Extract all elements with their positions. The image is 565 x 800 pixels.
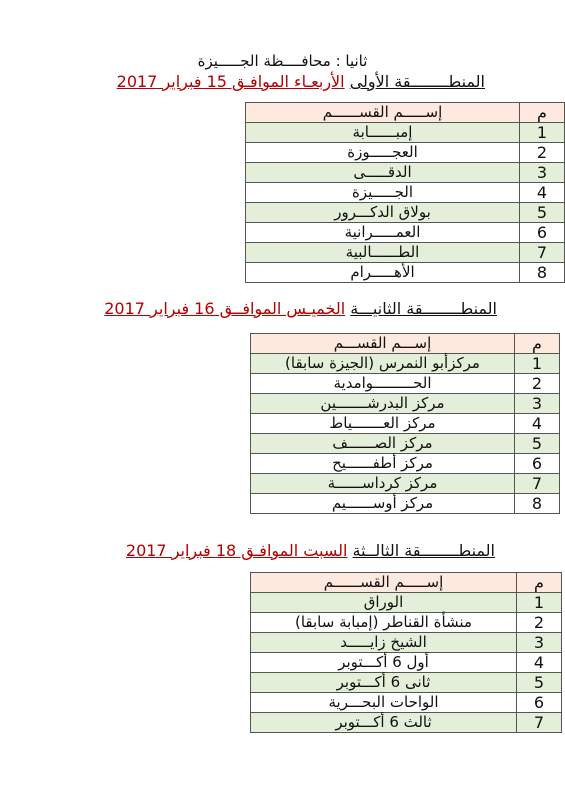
row-district: الوراق <box>251 593 517 613</box>
row-number: 3 <box>520 163 565 183</box>
row-number: 7 <box>517 713 562 733</box>
row-district: الواحات البحـــرية <box>251 693 517 713</box>
section-heading-1 <box>117 72 485 92</box>
row-district: بولاق الدكـــرور <box>246 203 520 223</box>
schedule-date: الأربعـاء الموافـق 15 فبراير 2017 <box>116 72 345 91</box>
row-number: 5 <box>517 673 562 693</box>
row-district: الطــــــالبية <box>246 243 520 263</box>
table-row <box>251 693 562 713</box>
district-table-3 <box>250 572 562 733</box>
header-number: م <box>517 573 562 593</box>
table-header <box>246 103 565 123</box>
row-number: 1 <box>515 354 560 374</box>
table-row <box>251 354 560 374</box>
table-row <box>246 123 565 143</box>
row-number: 6 <box>520 223 565 243</box>
table-row <box>246 183 565 203</box>
header-district: إســـــم القســــــم <box>246 103 520 123</box>
row-number: 4 <box>520 183 565 203</box>
section-heading-3 <box>126 541 495 561</box>
table-row <box>251 653 562 673</box>
row-number: 3 <box>517 633 562 653</box>
zone-label: المنطــــــــقة الثانيـــة <box>350 299 497 318</box>
row-number: 5 <box>515 434 560 454</box>
row-number: 2 <box>515 374 560 394</box>
table-row <box>246 243 565 263</box>
row-district: مركز العـــــــياط <box>251 414 515 434</box>
table-row <box>251 633 562 653</box>
table-header <box>251 573 562 593</box>
schedule-date: الخميـس الموافــق 16 فبراير 2017 <box>104 299 346 318</box>
row-number: 3 <box>515 394 560 414</box>
row-number: 2 <box>520 143 565 163</box>
row-number: 7 <box>515 474 560 494</box>
row-district: مركز الصــــــف <box>251 434 515 454</box>
row-number: 8 <box>520 263 565 283</box>
zone-label: المنطــــــــقة الأولى <box>349 72 485 91</box>
page-title: ثانيا : محافــــظة الجـــــيزة <box>197 52 368 70</box>
row-district: أول 6 أكـــتوبر <box>251 653 517 673</box>
row-district: الحـــــــــوامدية <box>251 374 515 394</box>
row-number: 4 <box>517 653 562 673</box>
row-number: 4 <box>515 414 560 434</box>
row-number: 6 <box>517 693 562 713</box>
row-district: مركز البدرشـــــــين <box>251 394 515 414</box>
row-district: مركز أوســــــيم <box>251 494 515 514</box>
row-number: 2 <box>517 613 562 633</box>
row-district: منشأة القناطر (إمبابة سابقا) <box>251 613 517 633</box>
row-number: 8 <box>515 494 560 514</box>
row-district: الدقـــــى <box>246 163 520 183</box>
row-number: 6 <box>515 454 560 474</box>
row-district: العمـــــرانية <box>246 223 520 243</box>
header-district: إســـــم القســــــم <box>251 573 517 593</box>
row-district: الأهـــــرام <box>246 263 520 283</box>
row-district: إمبــــــابة <box>246 123 520 143</box>
row-number: 1 <box>520 123 565 143</box>
row-district: الجـــــيزة <box>246 183 520 203</box>
row-district: الشيخ زايـــــد <box>251 633 517 653</box>
header-number: م <box>520 103 565 123</box>
row-number: 7 <box>520 243 565 263</box>
table-row <box>251 474 560 494</box>
district-table-1 <box>245 102 565 283</box>
row-number: 5 <box>520 203 565 223</box>
row-district: العجـــــوزة <box>246 143 520 163</box>
table-row <box>251 414 560 434</box>
zone-label: المنطــــــــقة الثالــثة <box>352 541 495 560</box>
header-number: م <box>515 334 560 354</box>
table-row <box>251 454 560 474</box>
table-row <box>246 163 565 183</box>
table-row <box>246 263 565 283</box>
district-table-2 <box>250 333 560 514</box>
row-district: ثالث 6 أكـــتوبر <box>251 713 517 733</box>
table-row <box>251 613 562 633</box>
table-row <box>251 374 560 394</box>
table-row <box>246 143 565 163</box>
table-row <box>246 203 565 223</box>
table-row <box>251 593 562 613</box>
table-header <box>251 334 560 354</box>
row-number: 1 <box>517 593 562 613</box>
table-row <box>246 223 565 243</box>
row-district: ثانى 6 أكـــتوبر <box>251 673 517 693</box>
row-district: مركز كرداســــــة <box>251 474 515 494</box>
table-row <box>251 673 562 693</box>
row-district: مركزأبو النمرس (الجيزة سابقا) <box>251 354 515 374</box>
table-row <box>251 394 560 414</box>
row-district: مركز أطفــــــيح <box>251 454 515 474</box>
table-row <box>251 713 562 733</box>
schedule-date: السبت الموافـق 18 فبراير 2017 <box>125 541 348 560</box>
header-district: إســـم القســـم <box>251 334 515 354</box>
table-row <box>251 494 560 514</box>
section-heading-2 <box>104 299 497 319</box>
table-row <box>251 434 560 454</box>
